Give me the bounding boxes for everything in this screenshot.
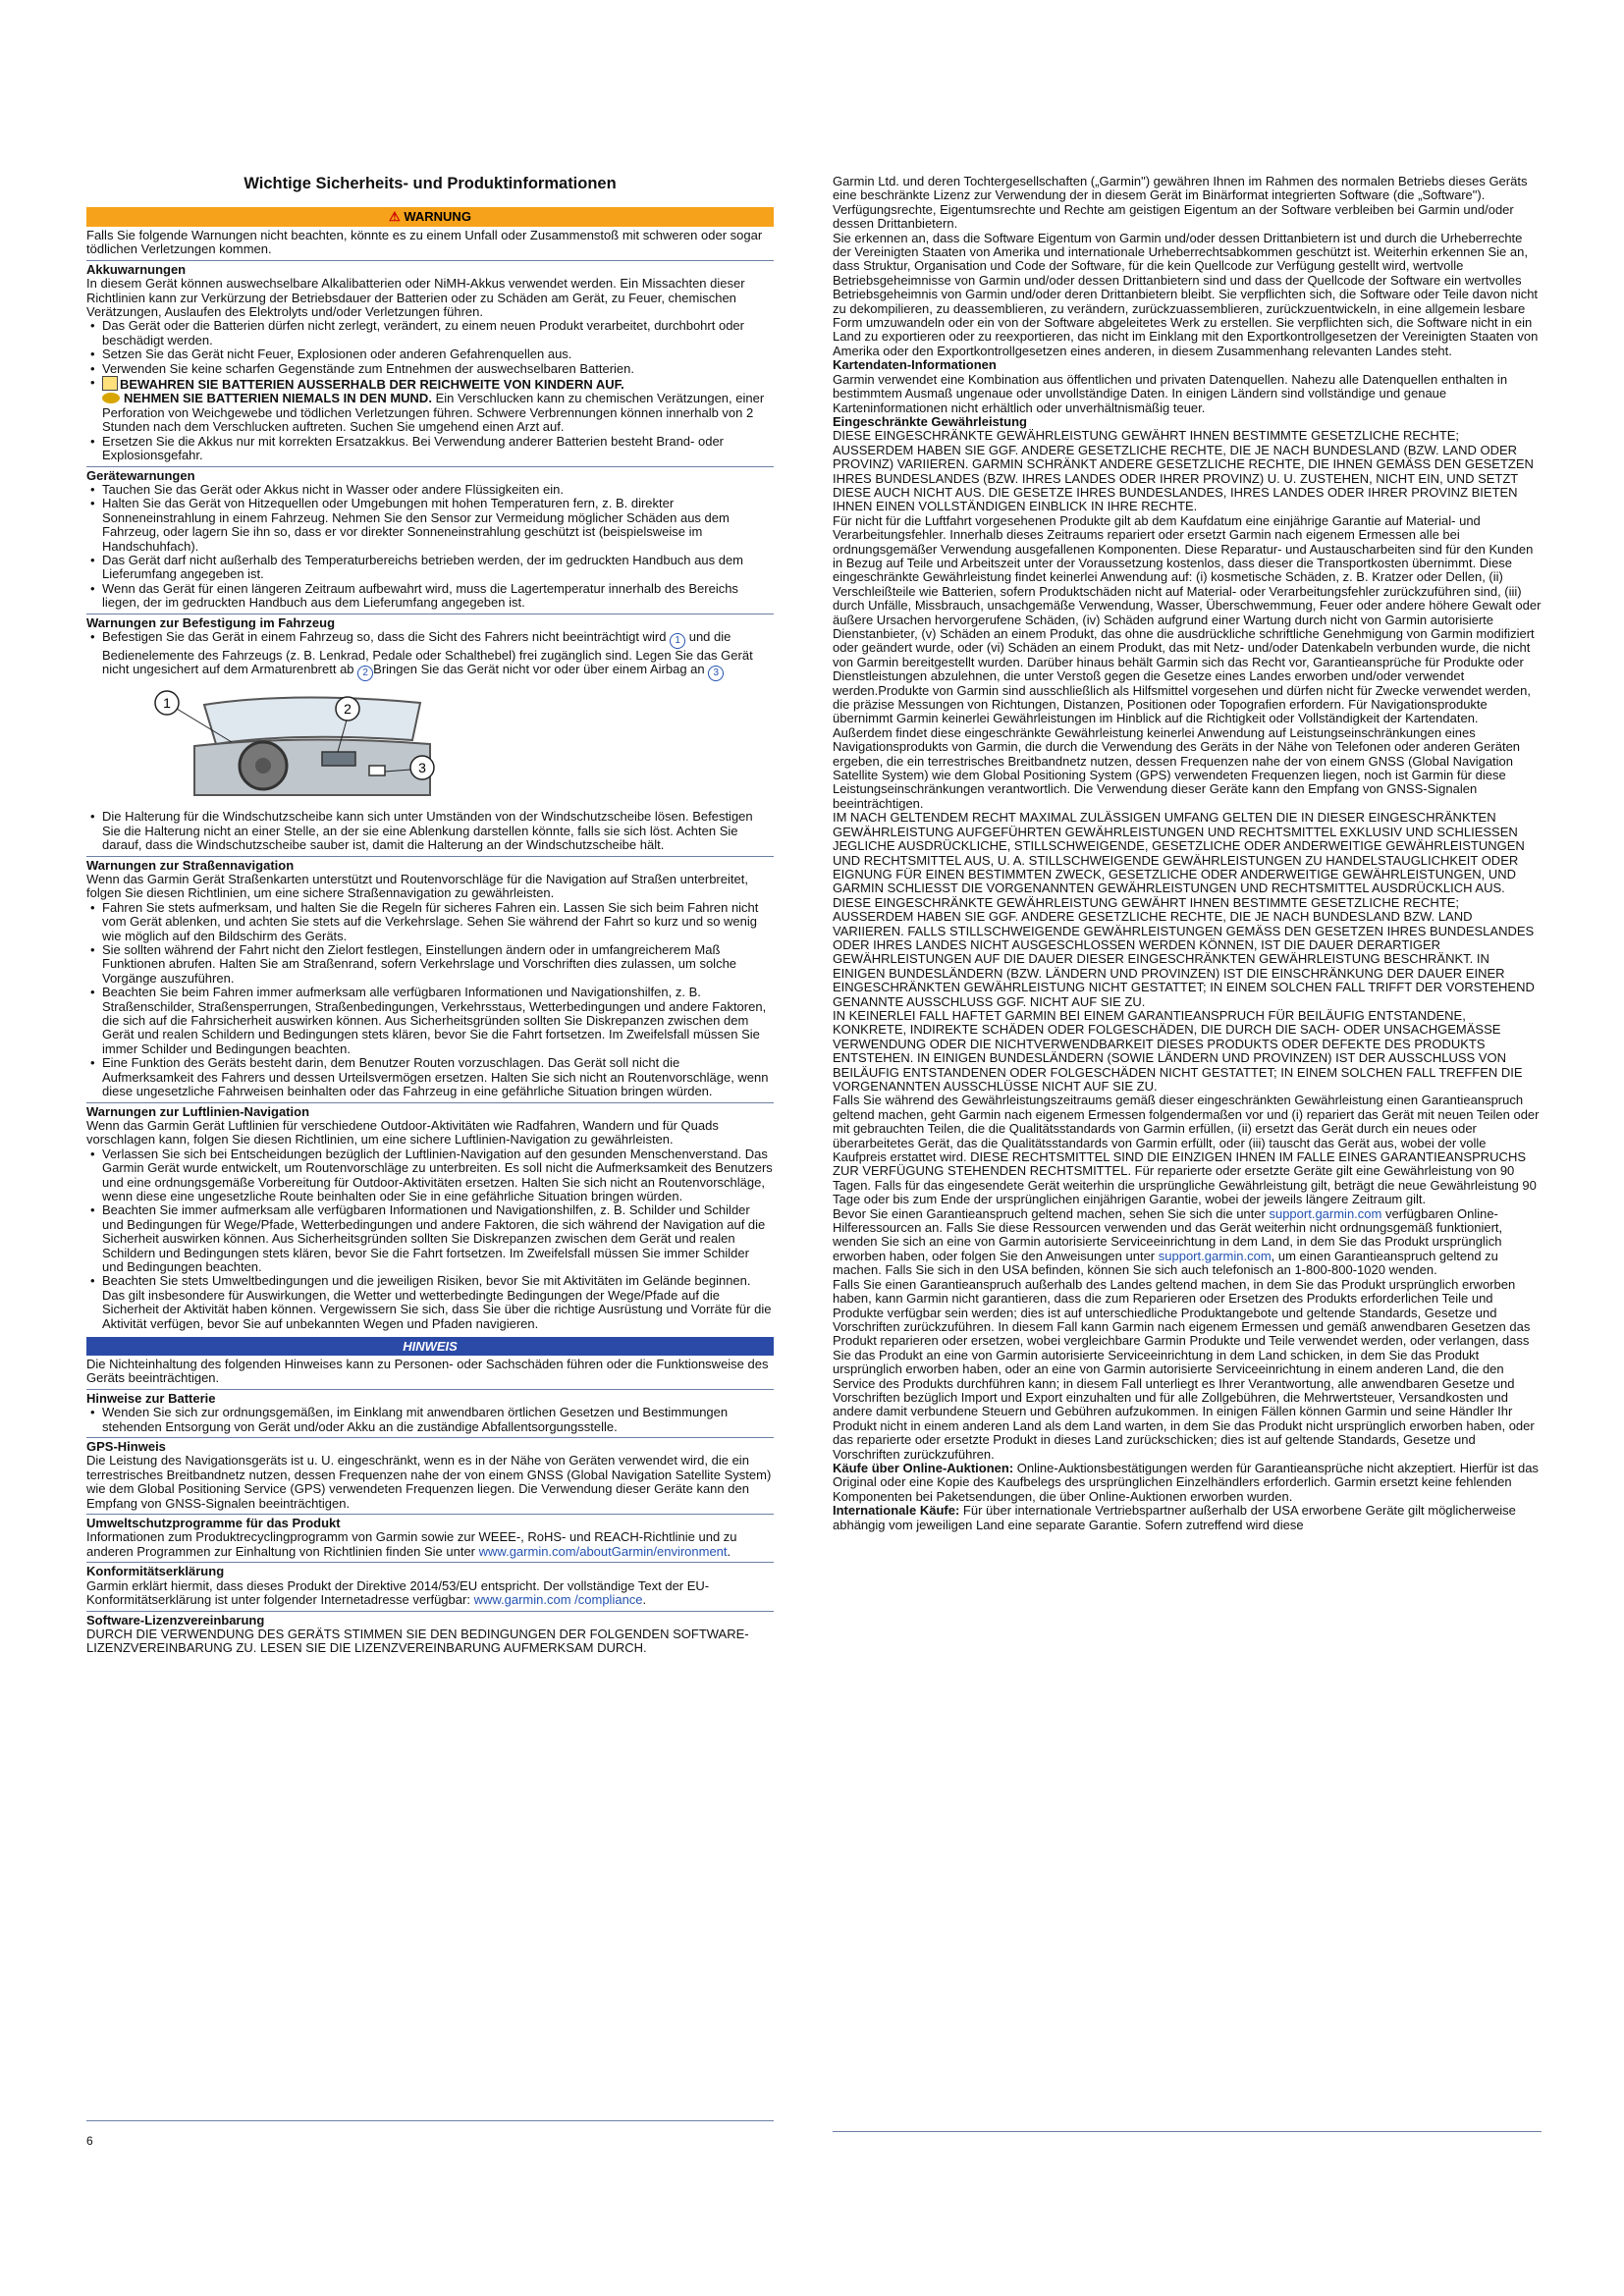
dashboard-mount-illustration: [145, 687, 440, 801]
list-item: • Tauchen Sie das Gerät oder Akkus nicht in Wasser oder andere Flüssigkeiten ein.: [86, 483, 774, 497]
road-navigation-heading: Warnungen zur Straßennavigation: [86, 857, 295, 873]
list-item: • Die Halterung für die Windschutzscheibe kann sich unter Umständen von der Windschutzscheibe lösen. Befestigen Sie die Halterung nicht an einer Stelle, an der sie eine Ablenkung darstellen könnte, falls sie sich löst. Achten Sie darauf, dass die Windschutzscheibe sauber ist, damit die Halterung an der Windschutzscheibe hält.: [86, 810, 774, 852]
gps-notice-section: [86, 1437, 774, 1511]
list-item: [86, 630, 774, 681]
warranty-p4-b: verfügbaren Online-Hilferessourcen an. Falls Sie diese Ressourcen verwenden und das Gerät weiterhin nicht ordnungsgemäß funktioniert, wenden Sie sich an eine von Garmin autorisierte Serviceeinrichtung in dem Land, in dem Sie das Produkt ursprünglich erworben haben, oder folgen Sie den Anweisungen unter: [833, 1205, 1503, 1263]
list-item: • Wenden Sie sich zur ordnungsgemäßen, im Einklang mit anwendbaren örtlichen Gesetzen und Bestimmungen stehenden Entsorgung von Gerät und/oder Akku an die zuständige Abfallentsorgungsstelle.: [86, 1406, 774, 1434]
license-text: DURCH DIE VERWENDUNG DES GERÄTS STIMMEN SIE DEN BEDINGUNGEN DER FOLGENDEN SOFTWARE-LIZENZVEREINBARUNG ZU. LESEN SIE DIE LIZENZVEREINBARUNG AUFMERKSAM DURCH.: [86, 1626, 749, 1656]
road-navigation-intro: Wenn das Garmin Gerät Straßenkarten unterstützt und Routenvorschläge für die Navigation auf Straßen unterbreitet, folgen Sie diesen Richtlinien, um eine sichere Straßennavigation zu gewährleisten.: [86, 872, 748, 901]
warranty-paragraph-4: [833, 1207, 1542, 1278]
swallow-bold-text: NEHMEN SIE BATTERIEN NIEMALS IN DEN MUND.: [124, 391, 432, 406]
compliance-link[interactable]: [474, 1592, 643, 1607]
list-item-children: [86, 376, 774, 392]
battery-warnings-section: [86, 260, 774, 463]
right-column-divider: [833, 2131, 1542, 2132]
conformity-heading: Konformitätserklärung: [86, 1564, 225, 1579]
warranty-paragraph-1: Für nicht für die Luftfahrt vorgesehenen Produkte gilt ab dem Kaufdatum eine einjährige Garantie auf Material- und Verarbeitungsfehler. Innerhalb dieses Zeitraums repariert oder ersetzt Garmin nach eigenem Ermessen alle bei ordnungsgemäßer Verwendung ausgefallenen Komponenten. Diese Reparatur- und Austauscharbeiten sind für den Kunden in Bezug auf Teile und Arbeitszeit unter der Voraussetzung kostenlos, dass dieser die Transportkosten übernimmt. Diese eingeschränkte Gewährleistung findet keinerlei Anwendung auf: (i) kosmetische Schäden, z. B. Kratzer oder Dellen, (ii) Verschleißteile wie Batterien, sofern Produktschäden nicht auf Material- oder Verarbeitungsfehler zurückzuführen sind, (iii) durch Unfälle, Missbrauch, unsachgemäße Verwendung, Wasser, Überschwemmung, Feuer oder andere höhere Gewalt oder äußere Ursachen hervorgerufene Schäden, (iv) Schäden aufgrund einer Wartung durch nicht von Garmin autorisierte Dienstanbieter, (v) Schäden an einem Produkt, das ohne die ausdrückliche schriftliche Genehmigung von Garmin modifiziert oder geändert wurde, oder (vi) Schäden an einem Produkt, das mit Netz- und/oder Datenkabeln verbunden wurde, die nicht von Garmin bereitgestellt wurden. Darüber hinaus behält Garmin sich das Recht vor, Garantieansprüche für Produkte oder Dienstleistungen abzulehnen, die unter Verstoß gegen die Gesetze eines Landes erworben und/oder verwendet werden.Produkte von Garmin sind ausschließlich als Hilfsmittel vorgesehen und dürfen nicht für Zwecke verwendet werden, die präzise Messungen von Richtungen, Distanzen, Positionen oder Topografien erfordern. Für Navigationsprodukte übernimmt Garmin keinerlei Gewährleistungen im Hinblick auf die Richtigkeit oder Vollständigkeit der Kartendaten.: [833, 512, 1542, 726]
conformity-body: Garmin erklärt hiermit, dass dieses Produkt der Direktive 2014/53/EU entspricht. Der vollständige Text der EU-Konformitätserklärung ist unter folgender Internetadresse verfügbar:: [86, 1577, 710, 1608]
gps-notice-heading: GPS-Hinweis: [86, 1439, 166, 1455]
list-item: • Das Gerät oder die Batterien dürfen nicht zerlegt, verändert, zu einem neuen Produkt verarbeitet, durchbohrt oder beschädigt werden.: [86, 319, 774, 347]
child-warning-icon: [102, 376, 118, 391]
list-item: • Das Gerät darf nicht außerhalb des Temperaturbereichs betrieben werden, der im gedruckten Handbuch aus dem Lieferumfang angegeben ist.: [86, 554, 774, 582]
battery-swallow-icon: [102, 393, 120, 403]
list-item: • Ersetzen Sie die Akkus nur mit korrekten Ersatzakkus. Bei Verwendung anderer Batterien besteht Brand- oder Explosionsgefahr.: [86, 435, 774, 463]
left-column-divider: [86, 2120, 774, 2121]
offroad-navigation-intro: Wenn das Garmin Gerät Luftlinien für verschiedene Outdoor-Aktivitäten wie Radfahren, Wandern und für Quads vorschlagen kann, folgen Sie diesen Richtlinien, um eine sichere Luftlinien-Navigation zu gewährleisten.: [86, 1117, 719, 1148]
notice-intro: Die Nichteinhaltung des folgenden Hinweises kann zu Personen- oder Sachschäden führen oder die Funktionsweise des Geräts beeinträchtigen.: [86, 1357, 769, 1386]
keep-away-text: BEWAHREN SIE BATTERIEN AUSSERHALB DER REICHWEITE VON KINDERN AUF.: [120, 377, 624, 393]
warning-triangle-icon: ⚠: [389, 209, 401, 224]
list-item: • Wenn das Gerät für einen längeren Zeitraum aufbewahrt wird, muss die Lagertemperatur innerhalb des Bereichs liegen, der im gedruckten Handbuch aus dem Lieferumfang angegeben ist.: [86, 582, 774, 611]
warranty-paragraph-2: Außerdem findet diese eingeschränkte Gewährleistung keinerlei Anwendung auf Leistungseinschränkungen eines Navigationsprodukts von Garmin, die durch die Verwendung des Geräts in der Nähe von Telefonen oder anderen Geräten ergeben, die ein terrestrisches Breitbandnetz nutzen, dessen Frequenzen nahe der von einem GNSS (Global Navigation Satellite System) wie dem Global Positioning System (GPS) verwendeten Frequenzen liegen, noch ist Garmin für diese Leistungseinschränkungen verantwortlich. Die Verwendung dieser Geräte kann den Empfang von GNSS-Signalen beeinträchtigen.: [833, 724, 1521, 811]
compliance-link-part-b: /compliance: [574, 1592, 643, 1608]
environment-text: [86, 1530, 774, 1559]
warning-intro: Falls Sie folgende Warnungen nicht beachten, könnte es zu einem Unfall oder Zusammenstoß mit schweren oder sogar tödlichen Verletzungen kommen.: [86, 228, 763, 257]
list-item: • Beachten Sie immer aufmerksam alle verfügbaren Informationen und Navigationshilfen, z. B. Schilder und Schilder und Bedingungen für Wege/Pfade, Wetterbedingungen und andere Faktoren, die sich während der Navigation auf die Sicherheit auswirken können. Aus Sicherheitsgründen sollten Sie Diskrepanzen zwischen dem Gerät und realen Schildern und Bedingungen stets klären, bevor Sie die Fahrt fortsetzen. Im Zweifelsfall müssen Sie immer Schilder und Bedingungen beachten.: [86, 1203, 774, 1274]
conformity-text: [86, 1579, 774, 1608]
list-item: • Verwenden Sie keine scharfen Gegenstände zum Entnehmen der auswechselbaren Batterien.: [86, 362, 774, 376]
online-auctions-label: Käufe über Online-Auktionen:: [833, 1460, 1014, 1475]
list-item-swallow: [86, 392, 774, 434]
warranty-paragraph-5: Falls Sie einen Garantieanspruch außerhalb des Landes geltend machen, in dem Sie das Produkt ursprünglich erworben haben, kann Garmin nicht garantieren, dass die zum Reparieren oder Ersetzen des Produkts erforderlichen Teile und Produkte verfügbar sein werden; dies ist auf unterschiedliche Produktangebote und geltende Standards, Gesetze und Vorschriften zurückzuführen. In diesem Fall kann Garmin nach eigenem Ermessen und gemäß anwendbaren Gesetzen das Produkt reparieren oder ersetzen, wobei vergleichbare Garmin Produkte und Teile verwendet werden, oder verlangen, dass Sie das Produkt an eine von Garmin autorisierte Serviceeinrichtung in dem Land schicken, in dem Sie das Produkt ursprünglich erworben haben, oder an eine von Garmin autorisierte Serviceeinrichtung in einem anderen Land, die den Service des Produkts durchführen kann; in diesem Fall unterliegt es Ihrer Verantwortung, alle anwendbaren Gesetze und Vorschriften bezüglich Import und Export einzuhalten und für alle Zollgebühren, die Mehrwertsteuer, Versandkosten und andere damit verbundene Steuern und Gebühren aufzukommen. In einigen Fällen können Garmin und seine Händler Ihr Produkt nicht in einem anderen Land als dem Land warten, in dem Sie das Produkt nicht ursprünglich erworben haben, oder das reparierte oder ersetzte Produkt in dieses Land zurückschicken; dies ist auf geltende Standards, Gesetze und Vorschriften zurückzuführen.: [833, 1276, 1535, 1462]
environment-end: .: [727, 1543, 731, 1559]
list-item: • Verlassen Sie sich bei Entscheidungen bezüglich der Luftlinien-Navigation auf den gesunden Menschenverstand. Das Garmin Gerät wurde entwickelt, um Routenvorschläge zu unterbreiten. Es soll nicht die Aufmerksamkeit des Benutzers und eine ordnungsgemäße Vorbereitung für Outdoor-Aktivitäten ersetzen. Halten Sie sich nicht an Routenvorschläge, wenn diese eine ungesetzliche Route beinhalten oder Sie in eine gefährliche Situation bringen würden.: [86, 1148, 774, 1204]
environment-body: Informationen zum Produktrecyclingprogramm von Garmin sowie zur WEEE-, RoHS- und REACH-Richtlinie und zu anderen Programmen zur Einhaltung von Richtlinien finden Sie unter: [86, 1529, 737, 1559]
list-item: • Sie sollten während der Fahrt nicht den Zielort festlegen, Einstellungen ändern oder in umfangreicherem Maß Funktionen abrufen. Halten Sie am Straßenrand, sofern Verkehrslage und Vorschriften dies zulassen, um solche Vorgänge auszuführen.: [86, 943, 774, 986]
environment-heading: Umweltschutzprogramme für das Produkt: [86, 1516, 341, 1531]
warranty-heading: Eingeschränkte Gewährleistung: [833, 413, 1027, 429]
online-auctions-paragraph: [833, 1462, 1542, 1504]
right-column: [833, 175, 1542, 1532]
battery-warnings-heading: Akkuwarnungen: [86, 261, 187, 277]
list-item: • Beachten Sie beim Fahren immer aufmerksam alle verfügbaren Informationen und Navigationshilfen, z. B. Straßenschilder, Straßensperrungen, Straßenbedingungen, Verkehrsstaus, Wetterbedingungen und andere Faktoren, die sich auf die Fahrsicherheit auswirken können. Aus Sicherheitsgründen sollten Sie Diskrepanzen zwischen dem Gerät und realen Schildern und Bedingungen stets klären, bevor Sie die Fahrt fortsetzen. Im Zweifelsfall müssen Sie immer Schilder und Bedingungen beachten.: [86, 986, 774, 1056]
support-link-1[interactable]: support.garmin.com: [1269, 1205, 1382, 1221]
warranty-caps-2: IM NACH GELTENDEM RECHT MAXIMAL ZULÄSSIGEN UMFANG GELTEN DIE IN DIESER EINGESCHRÄNKTEN GEWÄHRLEISTUNG AUFGEFÜHRTEN GEWÄHRLEISTUNGEN UND RECHTSMITTEL EXKLUSIV UND SCHLIESSEN JEGLICHE AUSDRÜCKLICHE, STILLSCHWEIGENDE, GESETZLICHE ODER ANDERWEITIGE GEWÄHRLEISTUNGEN UND RECHTSMITTEL AUS, U. A. STILLSCHWEIGENDE GEWÄHRLEISTUNGEN ZU HANDELSTAUGLICHKEIT ODER EIGNUNG FÜR EINEN BESTIMMTEN ZWECK, GESETZLICHE ODER ANDERWEITIGE GEWÄHRLEISTUNGEN, UND GARMIN SCHLIESST DIE VORGENANNTEN GEWÄHRLEISTUNGEN UND RECHTSMITTEL AUSDRÜCKLICH AUS. DIESE EINGESCHRÄNKTE GEWÄHRLEISTUNG GEWÄHRT IHNEN BESTIMMTE GESETZLICHE RECHTE; AUSSERDEM HABEN SIE GGF. ANDERE GESETZLICHE RECHTE, DIE JE NACH BUNDESLAND BZW. LAND VARIIEREN. FALLS STILLSCHWEIGENDE GEWÄHRLEISTUNGEN GEMÄSS DEN GESETZEN IHRES BUNDESLANDES ODER IHRES LANDES NICHT AUSGESCHLOSSEN WERDEN KÖNNEN, IST DIE DAUER DERARTIGER GEWÄHRLEISTUNGEN AUF DIE DAUER DIESER EINGESCHRÄNKTEN GEWÄHRLEISTUNG BESCHRÄNKT. IN EINIGEN BUNDESLÄNDERN (BZW. LÄNDERN UND PROVINZEN) IST DIE EINSCHRÄNKUNG DER DAUER EINER EINGESCHRÄNKTEN GEWÄHRLEISTUNG NICHT GESTATTET; IN EINEM SOLCHEN FALL TRIFFT DER VORSTEHEND GENANNTE AUSSCHLUSS GGF. NICHT AUF SIE ZU.: [833, 810, 1535, 1009]
list-item: • Beachten Sie stets Umweltbedingungen und die jeweiligen Risiken, bevor Sie mit Aktivitäten im Gelände beginnen. Das gilt insbesondere für Auswirkungen, die Wetter und wetterbedingte Bedingungen der Wege/Pfade auf die Sicherheit der Aktivität haben können. Vergewissern Sie sich, dass Sie über die richtige Ausrüstung und Vorräte für die Aktivität verfügen, bevor Sie auf unbekannten Wegen und Pfaden navigieren.: [86, 1274, 774, 1331]
license-heading: Software-Lizenzvereinbarung: [86, 1612, 265, 1628]
mount-warnings-section: [86, 614, 774, 853]
online-auctions-text: Online-Auktionsbestätigungen werden für Garantieansprüche nicht akzeptiert. Hierfür ist das Original oder eine Kopie des Kaufbelegs des ursprünglichen Einzelhändlers erforderlich. Garmin ersetzt keine fehlenden Komponenten bei Paketsendungen, die über Online-Auktionen erworben wurden.: [833, 1460, 1539, 1504]
device-warnings-section: [86, 466, 774, 611]
environment-section: [86, 1514, 774, 1559]
mount-text-b: und die Bedienelemente des Fahrzeugs (z. B. Lenkrad, Pedale oder Schalthebel) frei zugänglich sind. Legen Sie das Gerät nicht ungesichert auf dem Armaturenbrett ab: [102, 628, 753, 677]
license-paragraph-1: Garmin Ltd. und deren Tochtergesellschaften („Garmin") gewähren Ihnen im Rahmen des normalen Betriebs dieses Geräts eine beschränkte Lizenz zur Verwendung der in diesem Gerät im Binärformat integrierten Software (die „Software"). Verfügungsrechte, Eigentumsrechte und Rechte am geistigen Eigentum an der Software verbleiben bei Garmin und/oder dessen Drittanbietern.: [833, 174, 1528, 232]
environment-link[interactable]: www.garmin.com/aboutGarmin/environment: [478, 1543, 728, 1559]
list-item: • Setzen Sie das Gerät nicht Feuer, Explosionen oder anderen Gefahrenquellen aus.: [86, 347, 774, 361]
offroad-navigation-heading: Warnungen zur Luftlinien-Navigation: [86, 1103, 310, 1119]
list-item: • Halten Sie das Gerät von Hitzequellen oder Umgebungen mit hohen Temperaturen fern, z. B. direkter Sonneneinstrahlung in einem Fahrzeug. Nehmen Sie den Sensor zur Vermeidung möglicher Schäden aus dem Fahrzeug, oder lagern Sie ihn so, dass er vor direkter Sonneneinstrahlung geschützt ist (beispielsweise im Handschuhfach).: [86, 497, 774, 554]
swallow-text: Ein Verschlucken kann zu chemischen Verätzungen, einer Perforation von Weichgewebe und tödlichen Verletzungen führen. Schwere Verbrennungen können innerhalb von 2 Stunden nach dem Verschlucken auftreten. Suchen Sie umgehend einen Arzt auf.: [102, 391, 765, 435]
figure-callout-2: 2: [344, 701, 352, 718]
list-item: • Eine Funktion des Geräts besteht darin, dem Benutzer Routen vorzuschlagen. Das Gerät soll nicht die Aufmerksamkeit des Fahrers und dessen Urteilsvermögen ersetzen. Halten Sie sich nicht an Routenvorschläge, wenn diese ungesetzliche Fahrweisen beinhalten oder das Fahrzeug in eine gefährliche Situation bringen würden.: [86, 1056, 774, 1098]
battery-warnings-intro: In diesem Gerät können auswechselbare Alkalibatterien oder NiMH-Akkus verwendet werden. Ein Missachten dieser Richtlinien kann zur Verkürzung der Betriebsdauer der Batterien oder zu Schäden am Gerät, zu Feuer, chemischen Verätzungen, Auslaufen des Elektrolyts und/oder Verletzungen führen.: [86, 276, 745, 320]
international-purchases-label: Internationale Käufe:: [833, 1503, 960, 1519]
figure-callout-1: 1: [163, 695, 171, 712]
figure-callout-3: 3: [418, 760, 426, 776]
warranty-paragraph-3: Falls Sie während des Gewährleistungszeitraums gemäß dieser eingeschränkten Gewährleistung einen Garantieanspruch geltend machen, geht Garmin nach eigenem Ermessen folgendermaßen vor und (i) repariert das Gerät mit neuen Teilen oder mit gebrauchten Teilen, die die Qualitätsstandards von Garmin erfüllen, (ii) ersetzt das Gerät durch ein neues oder überarbeitetes Gerät, das die Qualitätsstandards von Garmin erfüllt, oder (iii) tauscht das Gerät aus, wobei der volle Kaufpreis erstattet wird. DIESE RECHTSMITTEL SIND DIE EINZIGEN IHNEN IM FALLE EINES GARANTIEANSPRUCHS ZUR VERFÜGUNG STEHENDEN RECHTSMITTEL. Für reparierte oder ersetzte Geräte gilt eine Gewährleistung von 90 Tagen. Falls für das eingesendete Gerät weiterhin die ursprüngliche Gewährleistung gilt, beträgt die neue Gewährleistung 90 Tage oder bis zum Ende der ursprünglichen einjährigen Garantie, wobei der jeweils längere Zeitraum gilt.: [833, 1093, 1540, 1207]
warranty-caps-3: IN KEINERLEI FALL HAFTET GARMIN BEI EINEM GARANTIEANSPRUCH FÜR BEILÄUFIG ENTSTANDENE, KONKRETE, INDIREKTE SCHÄDEN ODER FOLGESCHÄDEN, DIE DURCH DIE SACH- ODER UNSACHGEMÄSSE VERWENDUNG ODER DIE NICHTVERWENDBARKEIT DIESES PRODUKTS ODER DEFEKTE DES PRODUKTS ENTSTEHEN. IN EINIGEN BUNDESLÄNDERN (SOWIE LÄNDERN UND PROVINZEN) IST DER AUSSCHLUSS VON BEILÄUFIG ENTSTANDENEN ODER FOLGESCHÄDEN NICHT GESTATTET; IN EINEM SOLCHEN FALL TREFFEN DIE VORGENANNTEN AUSSCHLÜSSE NICHT AUF SIE ZU.: [833, 1007, 1523, 1094]
battery-notice-section: [86, 1389, 774, 1434]
gps-notice-text: Die Leistung des Navigationsgeräts ist u. U. eingeschränkt, wenn es in der Nähe von Geräten verwendet wird, die ein terrestrisches Breitbandnetz nutzen, dessen Frequenzen nahe der von einem GNSS (Global Navigation Satellite System) wie dem Global Positioning Service (GPS) verwendeten Frequenzen liegen. Die Verwendung dieser Geräte kann den Empfang von GNSS-Signalen beeinträchtigen.: [86, 1453, 772, 1511]
map-data-heading: Kartendaten-Informationen: [833, 357, 997, 373]
warranty-p4-c: , um einen Garantieanspruch geltend zu machen. Falls Sie sich in den USA befinden, können Sie sich auch telefonisch an 1-800-800-1020 wenden.: [833, 1248, 1498, 1278]
international-purchases-text: Für über internationale Vertriebspartner außerhalb der USA erworbene Geräte gilt möglicherweise abhängig vom jeweiligen Land eine separate Garantie. Sofern zutreffend wird diese: [833, 1503, 1516, 1532]
offroad-navigation-section: [86, 1102, 774, 1332]
conformity-end: .: [642, 1592, 647, 1608]
support-link-2[interactable]: support.garmin.com: [1158, 1248, 1272, 1263]
page-title: Wichtige Sicherheits- und Produktinformationen: [244, 175, 617, 192]
international-purchases-paragraph: [833, 1504, 1542, 1532]
callout-1-icon: 1: [670, 633, 685, 649]
callout-3-icon: 3: [708, 666, 724, 681]
warning-banner: [86, 207, 774, 227]
license-paragraph-2: Sie erkennen an, dass die Software Eigentum von Garmin und/oder dessen Drittanbietern ist und durch die Urheberrechte der Vereinigten Staaten von Amerika und internationale Urheberrechtsabkommen geschützt ist. Weiterhin erkennen Sie an, dass Struktur, Organisation und Code der Software, für die kein Quellcode zur Verfügung gestellt wird, wertvolle Betriebsgeheimnisse von Garmin und/oder dessen Drittanbietern sind und dass der Quellcode der Software ein wertvolles Betriebsgeheimnis von Garmin und/oder deren Drittanbietern bleibt. Sie verpflichten sich, die Software oder Teile davon nicht zu dekompilieren, zu deassemblieren, zu verändern, zurückzuassemblieren, zurückzuentwickeln, in eine allgemein lesbare Form umzuwandeln oder ein von der Software abgeleitetes Werk zu erstellen. Sie verpflichten sich, die Software nicht in ein Land zu exportieren oder zu reexportieren, das nicht im Einklang mit den Exportkontrollgesetzen der Vereinigten Staaten von Amerika oder den Exportkontrollgesetzen eines anderen, in diesem Zusammenhang relevanten Landes steht.: [833, 230, 1539, 358]
notice-banner-label: HINWEIS: [403, 1339, 458, 1354]
warranty-caps-1: DIESE EINGESCHRÄNKTE GEWÄHRLEISTUNG GEWÄHRT IHNEN BESTIMMTE GESETZLICHE RECHTE; AUSSERDEM HABEN SIE GGF. ANDERE GESETZLICHE RECHTE, DIE JE NACH BUNDESLAND (BZW. LAND ODER PROVINZ) VARIIEREN. GARMIN SCHRÄNKT ANDERE GESETZLICHE RECHTE, DIE IHNEN GEMÄSS DEN GESETZEN IHRES BUNDESLANDES (BZW. IHRES LANDES ODER IHRER PROVINZ) U. U. ZUSTEHEN, NICHT EIN, UND SETZT DIESE AUCH NICHT AUS. DIE GESETZE IHRES BUNDESLANDES, IHRES LANDES ODER IHRER PROVINZ BIETEN IHNEN EINEN VOLLSTÄNDIGEN EINBLICK IN IHRE RECHTE.: [833, 428, 1534, 514]
conformity-section: [86, 1562, 774, 1607]
mount-text-c: Bringen Sie das Gerät nicht vor oder über einem Airbag an: [373, 662, 705, 677]
list-item: • Fahren Sie stets aufmerksam, und halten Sie die Regeln für sicheres Fahren ein. Lassen Sie sich beim Fahren nicht vom Gerät ablenken, und achten Sie stets auf die Verkehrslage. Sehen Sie während der Fahrt so kurz und so wenig wie möglich auf den Bildschirm des Geräts.: [86, 901, 774, 943]
device-warnings-heading: Gerätewarnungen: [86, 467, 195, 483]
page-number: 6: [86, 2134, 93, 2148]
license-section: [86, 1611, 774, 1656]
mount-text-a: Befestigen Sie das Gerät in einem Fahrzeug so, dass die Sicht des Fahrers nicht beeinträchtigt wird: [102, 628, 667, 644]
compliance-link-part-a: www.garmin.com: [473, 1592, 571, 1608]
warranty-p4-a: Bevor Sie einen Garantieanspruch geltend machen, sehen Sie sich die unter: [833, 1205, 1266, 1221]
road-navigation-section: [86, 856, 774, 1099]
left-column: [86, 175, 774, 1656]
map-data-text: Garmin verwendet eine Kombination aus öffentlichen und privaten Datenquellen. Nahezu alle Datenquellen enthalten in bestimmtem Ausmaß ungenaue oder unvollständige Daten. In einigen Ländern sind vollständige und genaue Karteninformationen nicht erhältlich oder unverhältnismäßig teuer.: [833, 371, 1508, 415]
battery-notice-heading: Hinweise zur Batterie: [86, 1390, 216, 1406]
warning-banner-label: WARNUNG: [404, 209, 471, 224]
callout-2-icon: 2: [357, 666, 373, 681]
mount-warnings-heading: Warnungen zur Befestigung im Fahrzeug: [86, 614, 336, 630]
notice-banner: [86, 1337, 774, 1356]
